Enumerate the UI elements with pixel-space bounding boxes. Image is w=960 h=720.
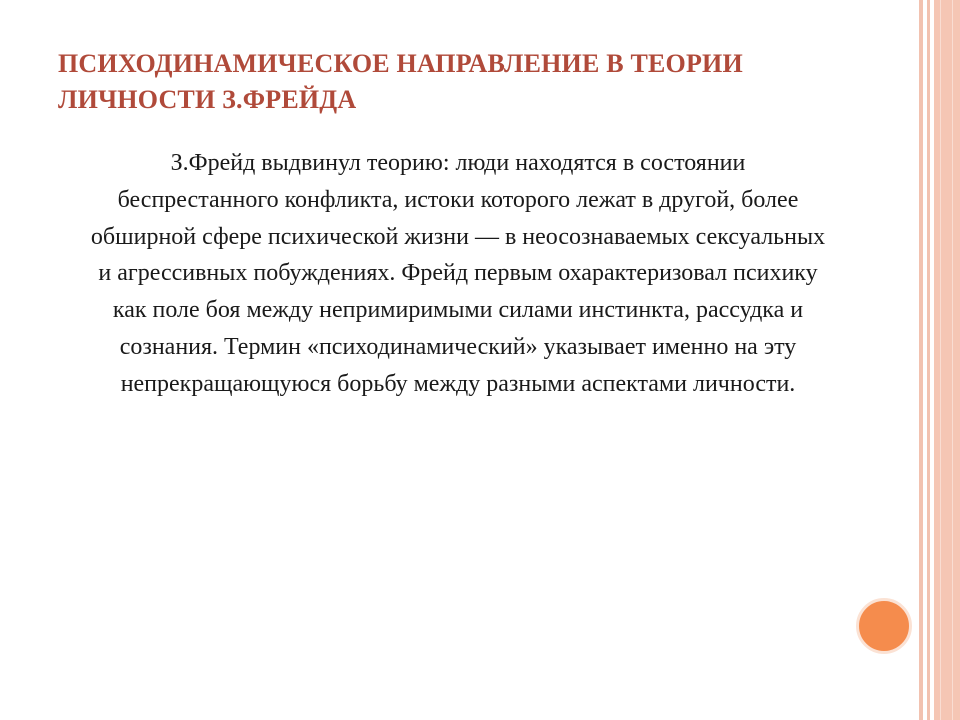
- decor-circle-icon: [856, 598, 912, 654]
- decor-stripe: [919, 0, 923, 720]
- slide-body-text: З.Фрейд выдвинул теорию: люди находятся в состоянии беспрестанного конфликта, истоки которого лежат в другой, более обширной сфере психической жизни — в неосознаваемых сексуальных и агрессивных побуждениях. Фрейд первым охарактеризовал психику как поле боя между непримиримыми силами инстинкта, рассудка и сознания. Термин «психодинамический» указывает именно на эту непрекращающуюся борьбу между разными аспектами личности.: [90, 150, 826, 397]
- decor-stripe: [940, 0, 941, 720]
- decor-stripe: [952, 0, 953, 720]
- decor-stripe: [927, 0, 930, 720]
- slide-title: ПСИХОДИНАМИЧЕСКОЕ НАПРАВЛЕНИЕ В ТЕОРИИ ЛИЧНОСТИ З.ФРЕЙДА: [58, 49, 743, 114]
- decor-stripe: [934, 0, 960, 720]
